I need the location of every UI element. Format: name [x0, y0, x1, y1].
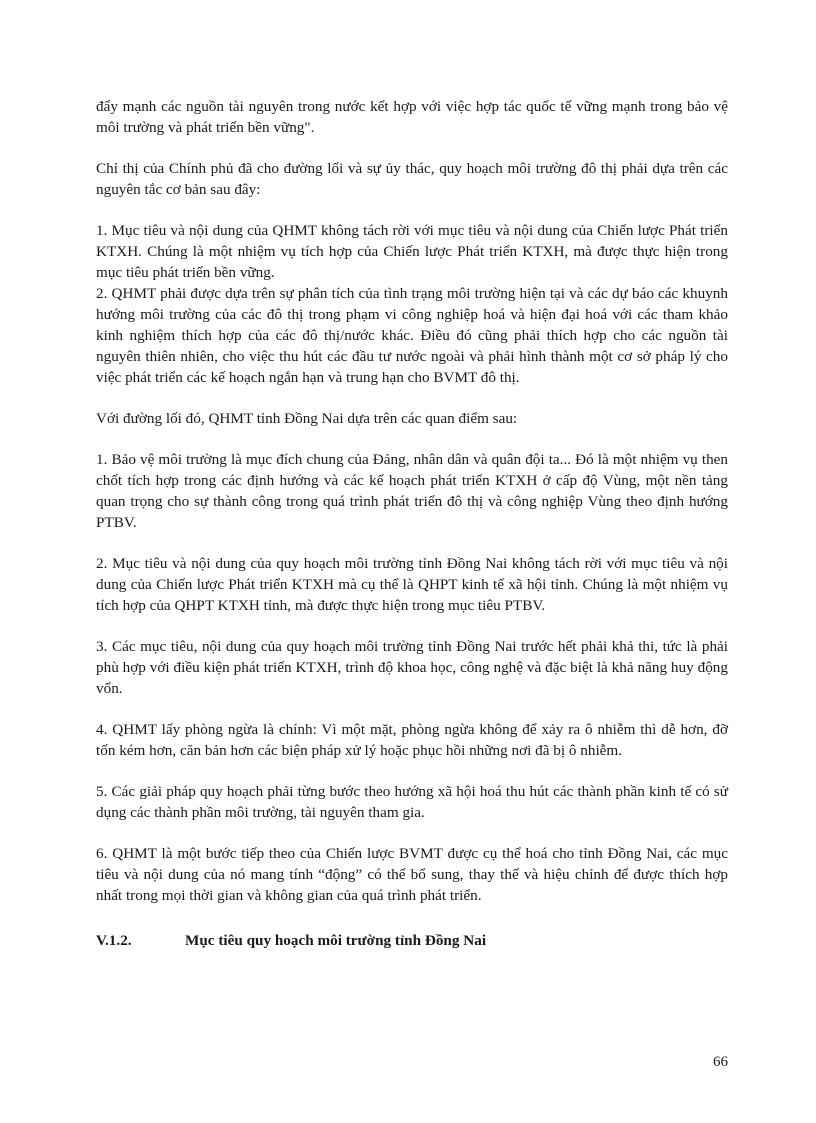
viewpoint-item-2: 2. Mục tiêu và nội dung của quy hoạch môi trường tỉnh Đồng Nai không tách rời với mục tiêu và nội dung của Chiến lược Phát triển KTXH mà cụ thể là QHPT kinh tế xã hội tỉnh. Chúng là một nhiệm vụ tích hợp của QHPT KTXH tỉnh, mà được thực hiện trong mục tiêu PTBV.: [96, 555, 728, 614]
principle-item-2: 2. QHMT phải được dựa trên sự phân tích của tình trạng môi trường hiện tại và các dự báo các khuynh hướng môi trường của các đô thị trong phạm vi công nghiệp hoá và hiện đại hoá với các tham khảo kinh nghiệm thích hợp của các đô thị/nước khác. Điều đó cũng phải thích hợp cho các nguồn tài nguyên thiên nhiên, cho việc thu hút các đầu tư nước ngoài và phải hình thành một cơ sở pháp lý cho việc phát triển các kế hoạch ngắn hạn và trung hạn cho BVMT đô thị.: [96, 285, 728, 386]
principle-item-1: 1. Mục tiêu và nội dung của QHMT không tách rời với mục tiêu và nội dung của Chiến lược Phát triển KTXH. Chúng là một nhiệm vụ tích hợp của Chiến lược Phát triển KTXH, mà được thực hiện trong mục tiêu phát triển bền vững.: [96, 222, 728, 281]
viewpoint-item-3: 3. Các mục tiêu, nội dung của quy hoạch môi trường tỉnh Đồng Nai trước hết phải khả thi, tức là phải phù hợp với điều kiện phát triển KTXH, trình độ khoa học, công nghệ và đặc biệt là khả năng huy động vốn.: [96, 638, 728, 697]
viewpoint-item-6: 6. QHMT là một bước tiếp theo của Chiến lược BVMT được cụ thể hoá cho tỉnh Đồng Nai, các mục tiêu và nội dung của nó mang tính “động” có thể bổ sung, thay thế và hiệu chỉnh để được thích hợp nhất trong mọi thời gian và không gian của quá trình phát triển.: [96, 845, 728, 904]
page-number: 66: [713, 1054, 728, 1070]
page-content: [96, 96, 728, 951]
paragraph-viewpoints-intro: Với đường lối đó, QHMT tỉnh Đồng Nai dựa trên các quan điểm sau:: [96, 410, 518, 427]
viewpoint-item-4: 4. QHMT lấy phòng ngừa là chính: Vì một mặt, phòng ngừa không để xảy ra ô nhiễm thì dễ hơn, đỡ tốn kém hơn, căn bản hơn các biện pháp xử lý hoặc phục hồi những nơi đã bị ô nhiễm.: [96, 721, 728, 759]
paragraph-continuation: đẩy mạnh các nguồn tài nguyên trong nước kết hợp với việc hợp tác quốc tế vững mạnh trong bảo vệ môi trường và phát triển bền vững".: [96, 98, 728, 136]
paragraph-directive-intro: Chỉ thị của Chính phủ đã cho đường lối và sự ủy thác, quy hoạch môi trường đô thị phải dựa trên các nguyên tắc cơ bản sau đây:: [96, 160, 728, 198]
section-title: Mục tiêu quy hoạch môi trường tỉnh Đồng Nai: [185, 932, 487, 949]
section-number: V.1.2.: [96, 932, 132, 949]
viewpoint-item-1: 1. Bảo vệ môi trường là mục đích chung của Đảng, nhân dân và quân đội ta... Đó là một nhiệm vụ then chốt tích hợp trong các định hướng và các kế hoạch phát triển KTXH ở cấp độ Vùng, một nền tảng quan trọng cho sự thành công trong quá trình phát triển đô thị và công nghiệp Vùng theo định hướng PTBV.: [96, 451, 728, 531]
viewpoint-item-5: 5. Các giải pháp quy hoạch phải từng bước theo hướng xã hội hoá thu hút các thành phần kinh tế có sử dụng các thành phần môi trường, tài nguyên tham gia.: [96, 783, 728, 821]
section-heading: [96, 930, 728, 951]
